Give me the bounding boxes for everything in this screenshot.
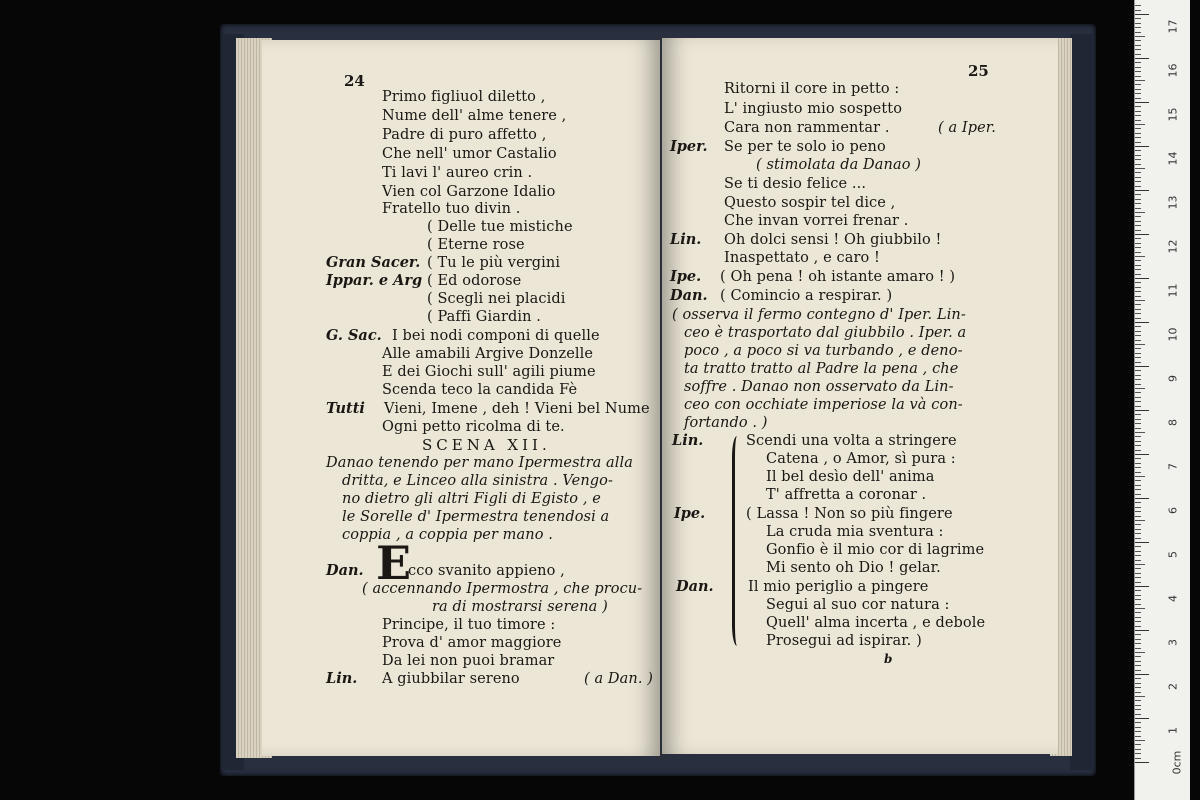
stage-direction: poco , a poco si va turbando , e deno- — [684, 343, 963, 359]
ruler-tick — [1135, 256, 1145, 257]
stage-direction: ( a Iper. — [938, 120, 996, 136]
ruler-tick — [1135, 542, 1149, 543]
ruler-tick — [1135, 687, 1141, 688]
verse-line: ( Scegli nei placidi — [427, 291, 566, 307]
ruler-tick — [1135, 450, 1141, 451]
ruler-tick — [1135, 36, 1145, 37]
ruler-tick — [1135, 282, 1141, 283]
stage-direction: dritta, e Linceo alla sinistra . Vengo- — [342, 473, 613, 489]
ruler-tick — [1135, 278, 1149, 279]
signature-mark: b — [884, 652, 893, 666]
ruler-tick — [1135, 172, 1141, 173]
ruler-tick — [1135, 582, 1141, 583]
verse-line: Ti lavi l' aureo crin . — [382, 165, 533, 181]
verse-line: L' ingiusto mio sospetto — [724, 101, 903, 117]
ruler-tick — [1135, 432, 1145, 433]
ruler-tick — [1135, 230, 1141, 231]
speaker-label: Dan. — [676, 578, 714, 595]
ruler-tick — [1135, 370, 1141, 371]
ruler-tick — [1135, 740, 1145, 741]
ruler-tick — [1135, 599, 1141, 600]
measuring-ruler — [1134, 0, 1190, 800]
ruler-tick — [1135, 318, 1141, 319]
ruler-tick — [1135, 709, 1141, 710]
ruler-tick — [1135, 208, 1141, 209]
ruler-tick — [1135, 357, 1141, 358]
ruler-number: 13 — [1166, 195, 1180, 210]
ruler-tick — [1135, 749, 1141, 750]
verse-line: ( Lassa ! Non so più fingere — [746, 506, 953, 522]
ruler-tick — [1135, 199, 1141, 200]
ruler-tick — [1135, 124, 1145, 125]
stage-direction: coppia , a coppia per mano . — [342, 527, 553, 543]
ruler-tick — [1135, 296, 1141, 297]
ruler-tick — [1135, 133, 1141, 134]
ruler-tick — [1135, 287, 1141, 288]
ruler-tick — [1135, 111, 1141, 112]
ruler-tick — [1135, 648, 1141, 649]
ruler-tick — [1135, 106, 1141, 107]
ruler-tick — [1135, 436, 1141, 437]
ruler-tick — [1135, 714, 1141, 715]
ruler-tick — [1135, 564, 1145, 565]
ruler-tick — [1135, 630, 1149, 631]
stage-direction: ( accennando Ipermostra , che procu- — [362, 581, 643, 597]
ruler-tick — [1135, 234, 1149, 235]
ruler-tick — [1135, 555, 1141, 556]
ruler-tick — [1135, 696, 1145, 697]
ruler-tick — [1135, 586, 1149, 587]
verse-line: Mi sento oh Dio ! gelar. — [766, 560, 941, 576]
verse-line: Che nell' umor Castalio — [382, 146, 557, 162]
ruler-tick — [1135, 120, 1141, 121]
ruler-tick — [1135, 406, 1141, 407]
verse-line: Ritorni il core in petto : — [724, 81, 900, 97]
right-page — [662, 38, 1058, 754]
ruler-tick — [1135, 243, 1141, 244]
verse-line: Se ti desio felice ... — [724, 176, 867, 192]
ruler-tick — [1135, 577, 1141, 578]
ruler-tick — [1135, 27, 1141, 28]
page-number: 24 — [344, 72, 365, 90]
verse-line: ( Oh pena ! oh istante amaro ! ) — [720, 269, 956, 285]
ruler-tick — [1135, 366, 1149, 367]
ruler-tick — [1135, 76, 1141, 77]
left-page — [262, 40, 660, 756]
ruler-tick — [1135, 674, 1149, 675]
ruler-tick — [1135, 485, 1141, 486]
verse-line: Nume dell' alme tenere , — [382, 108, 567, 124]
stage-direction: ta tratto tratto al Padre la pena , che — [684, 361, 959, 377]
stage-direction: fortando . ) — [684, 415, 768, 431]
ruler-tick — [1135, 428, 1141, 429]
ruler-number: 1 — [1166, 727, 1180, 734]
ruler-tick — [1135, 322, 1149, 323]
ruler-tick — [1135, 18, 1141, 19]
verse-line: Padre di puro affetto , — [382, 127, 547, 143]
ruler-tick — [1135, 186, 1141, 187]
verse-line: Scenda teco la candida Fè — [382, 382, 578, 398]
verse-line: ( Paffi Giardin . — [427, 309, 541, 325]
ruler-tick — [1135, 595, 1141, 596]
ruler-tick — [1135, 401, 1141, 402]
ruler-tick — [1135, 362, 1141, 363]
ruler-tick — [1135, 472, 1141, 473]
ruler-unit-label: 0cm — [1170, 750, 1184, 775]
ruler-tick — [1135, 467, 1141, 468]
ruler-tick — [1135, 652, 1145, 653]
verse-line: E dei Giochi sull' agili piume — [382, 364, 596, 380]
ruler-tick — [1135, 678, 1141, 679]
ruler-tick — [1135, 216, 1141, 217]
ruler-tick — [1135, 454, 1149, 455]
ruler-tick — [1135, 164, 1141, 165]
ruler-tick — [1135, 260, 1141, 261]
stage-direction: ra di mostrarsi serena ) — [432, 599, 608, 615]
ruler-tick — [1135, 32, 1141, 33]
speaker-label: Lin. — [326, 670, 358, 687]
ruler-tick — [1135, 335, 1141, 336]
stage-direction: Danao tenendo per mano Ipermestra alla — [326, 455, 634, 471]
ruler-tick — [1135, 313, 1141, 314]
verse-line: Catena , o Amor, sì pura : — [766, 451, 956, 467]
stage-direction: ceo è trasportato dal giubbilo . Iper. a — [684, 325, 967, 341]
ruler-tick — [1135, 150, 1141, 151]
ruler-tick — [1135, 353, 1141, 354]
ruler-tick — [1135, 458, 1141, 459]
verse-line: Segui al suo cor natura : — [766, 597, 950, 613]
speaker-label: Dan. — [670, 287, 708, 304]
ruler-tick — [1135, 379, 1141, 380]
ruler-tick — [1135, 93, 1141, 94]
ruler-tick — [1135, 392, 1141, 393]
ruler-tick — [1135, 634, 1141, 635]
ruler-tick — [1135, 643, 1141, 644]
ruler-tick — [1135, 274, 1141, 275]
ruler-tick — [1135, 546, 1141, 547]
stage-direction: ( osserva il fermo contegno d' Iper. Lin- — [672, 307, 966, 323]
verse-line: ( Ed odorose — [427, 273, 522, 289]
stage-direction: no dietro gli altri Figli di Egisto , e — [342, 491, 601, 507]
ruler-tick — [1135, 247, 1141, 248]
ruler-tick — [1135, 670, 1141, 671]
verse-line: Primo figliuol diletto , — [382, 89, 546, 105]
ruler-tick — [1135, 221, 1141, 222]
ruler-tick — [1135, 159, 1141, 160]
ruler-tick — [1135, 115, 1141, 116]
ruler-tick — [1135, 590, 1141, 591]
ruler-number: 9 — [1166, 375, 1180, 382]
ruler-tick — [1135, 177, 1141, 178]
verse-line: Vien col Garzone Idalio — [382, 184, 556, 200]
verse-line: A giubbilar sereno — [382, 671, 520, 687]
ruler-tick — [1135, 608, 1145, 609]
speaker-label: Ippar. e Arg — [326, 272, 423, 289]
ruler-tick — [1135, 718, 1149, 719]
ruler-tick — [1135, 14, 1149, 15]
stage-direction: le Sorelle d' Ipermestra tenendosi a — [342, 509, 610, 525]
ruler-tick — [1135, 84, 1141, 85]
ruler-tick — [1135, 573, 1141, 574]
speaker-label: Tutti — [326, 400, 365, 417]
page-number: 25 — [968, 62, 989, 80]
ruler-tick — [1135, 617, 1141, 618]
ruler-tick — [1135, 414, 1141, 415]
ruler-tick — [1135, 612, 1141, 613]
ruler-tick — [1135, 10, 1141, 11]
ruler-tick — [1135, 727, 1141, 728]
ruler-tick — [1135, 388, 1145, 389]
ruler-tick — [1135, 98, 1141, 99]
ruler-number: 17 — [1166, 19, 1180, 34]
ruler-tick — [1135, 524, 1141, 525]
ruler-tick — [1135, 304, 1141, 305]
ruler-tick — [1135, 480, 1141, 481]
ruler-tick — [1135, 397, 1141, 398]
ruler-number: 4 — [1166, 595, 1180, 602]
ruler-tick — [1135, 203, 1141, 204]
ruler-tick — [1135, 758, 1141, 759]
ruler-tick — [1135, 661, 1141, 662]
ruler-tick — [1135, 71, 1141, 72]
ruler-tick — [1135, 67, 1141, 68]
speaker-label: Dan. — [326, 562, 364, 579]
speaker-label: Lin. — [672, 432, 704, 449]
ruler-tick — [1135, 656, 1141, 657]
ruler-tick — [1135, 146, 1149, 147]
verse-line: Scendi una volta a stringere — [746, 433, 957, 449]
stage-direction: ( stimolata da Danao ) — [756, 157, 921, 173]
verse-line: Prosegui ad ispirar. ) — [766, 633, 922, 649]
verse-line: Cara non rammentar . — [724, 120, 890, 136]
ruler-tick — [1135, 516, 1141, 517]
ruler-tick — [1135, 155, 1141, 156]
ruler-tick — [1135, 348, 1141, 349]
ruler-tick — [1135, 529, 1141, 530]
ruler-number: 2 — [1166, 683, 1180, 690]
ruler-tick — [1135, 744, 1141, 745]
ruler-tick — [1135, 700, 1141, 701]
ruler-tick — [1135, 423, 1141, 424]
ruler-tick — [1135, 45, 1141, 46]
ruler-number: 8 — [1166, 419, 1180, 426]
verse-line: ( Comincio a respirar. ) — [720, 288, 893, 304]
ruler-number: 3 — [1166, 639, 1180, 646]
ruler-tick — [1135, 58, 1149, 59]
ruler-tick — [1135, 489, 1141, 490]
ruler-tick — [1135, 142, 1141, 143]
ruler-number: 5 — [1166, 551, 1180, 558]
cover-right-edge — [1070, 34, 1092, 770]
ruler-tick — [1135, 265, 1141, 266]
ruler-tick — [1135, 736, 1141, 737]
verse-line: ( Tu le più vergini — [427, 255, 561, 271]
ruler-tick — [1135, 626, 1141, 627]
verse-line: Se per te solo io peno — [724, 139, 886, 155]
ruler-tick — [1135, 89, 1141, 90]
ruler-tick — [1135, 419, 1141, 420]
verse-line: La cruda mia sventura : — [766, 524, 944, 540]
ruler-tick — [1135, 753, 1141, 754]
ruler-tick — [1135, 560, 1141, 561]
ruler-tick — [1135, 181, 1141, 182]
ruler-number: 7 — [1166, 463, 1180, 470]
speaker-label: Lin. — [670, 231, 702, 248]
verse-line: Il bel desìo dell' anima — [766, 469, 935, 485]
speaker-label: Iper. — [670, 138, 708, 155]
ruler-number: 10 — [1166, 327, 1180, 342]
ruler-tick — [1135, 102, 1149, 103]
verse-line: Questo sospir tel dice , — [724, 195, 896, 211]
ruler-tick — [1135, 604, 1141, 605]
ruler-tick — [1135, 410, 1149, 411]
ruler-tick — [1135, 705, 1141, 706]
verse-line: Oh dolci sensi ! Oh giubbilo ! — [724, 232, 942, 248]
verse-line: Gonfio è il mio cor di lagrime — [766, 542, 985, 558]
ruler-tick — [1135, 722, 1141, 723]
verse-line: Principe, il tuo timore : — [382, 617, 556, 633]
verse-line: Fratello tuo divin . — [382, 201, 521, 217]
drop-cap: E — [376, 536, 412, 590]
verse-line: ( Delle tue mistiche — [427, 219, 573, 235]
ruler-tick — [1135, 621, 1141, 622]
ruler-tick — [1135, 326, 1141, 327]
ruler-tick — [1135, 40, 1141, 41]
verse-line: Che invan vorrei frenar . — [724, 213, 909, 229]
ruler-number: 16 — [1166, 63, 1180, 78]
ruler-tick — [1135, 665, 1141, 666]
ruler-tick — [1135, 137, 1141, 138]
ruler-tick — [1135, 49, 1141, 50]
ruler-tick — [1135, 568, 1141, 569]
speaker-label: G. Sac. — [326, 327, 382, 344]
verse-line: Quell' alma incerta , e debole — [766, 615, 986, 631]
ruler-tick — [1135, 463, 1141, 464]
ruler-tick — [1135, 340, 1141, 341]
ruler-tick — [1135, 62, 1141, 63]
ruler-tick — [1135, 511, 1141, 512]
ruler-number: 11 — [1166, 283, 1180, 298]
ruler-tick — [1135, 762, 1149, 763]
stage-direction: ( a Dan. ) — [584, 671, 654, 687]
ruler-tick — [1135, 252, 1141, 253]
ruler-tick — [1135, 194, 1141, 195]
ruler-tick — [1135, 683, 1141, 684]
stage-direction: soffre . Danao non osservato da Lin- — [684, 379, 954, 395]
verse-line: ( Eterne rose — [427, 237, 525, 253]
ruler-number: 6 — [1166, 507, 1180, 514]
ruler-tick — [1135, 502, 1141, 503]
verse-brace — [732, 436, 742, 646]
ruler-tick — [1135, 80, 1145, 81]
ruler-tick — [1135, 520, 1145, 521]
ruler-tick — [1135, 507, 1141, 508]
ruler-number: 15 — [1166, 107, 1180, 122]
ruler-tick — [1135, 300, 1145, 301]
ruler-tick — [1135, 533, 1141, 534]
ruler-tick — [1135, 5, 1141, 6]
ruler-tick — [1135, 309, 1141, 310]
ruler-tick — [1135, 190, 1149, 191]
ruler-tick — [1135, 639, 1141, 640]
ruler-tick — [1135, 291, 1141, 292]
speaker-label: Gran Sacer. — [326, 254, 421, 271]
ruler-tick — [1135, 498, 1149, 499]
verse-line: Vieni, Imene , deh ! Vieni bel Nume — [384, 401, 650, 417]
ruler-tick — [1135, 375, 1141, 376]
ruler-tick — [1135, 494, 1141, 495]
ruler-tick — [1135, 269, 1141, 270]
verse-line: Ogni petto ricolma di te. — [382, 419, 565, 435]
ruler-tick — [1135, 238, 1141, 239]
verse-line: T' affretta a coronar . — [766, 487, 927, 503]
ruler-tick — [1135, 731, 1141, 732]
verse-line: Il mio periglio a pingere — [748, 579, 929, 595]
verse-line: Inaspettato , e caro ! — [724, 250, 880, 266]
ruler-tick — [1135, 538, 1141, 539]
ruler-tick — [1135, 168, 1145, 169]
ruler-tick — [1135, 212, 1145, 213]
ruler-tick — [1135, 54, 1141, 55]
verse-line: I bei nodi componi di quelle — [392, 328, 600, 344]
ruler-tick — [1135, 384, 1141, 385]
verse-line: Prova d' amor maggiore — [382, 635, 562, 651]
verse-line: Da lei non puoi bramar — [382, 653, 555, 669]
ruler-tick — [1135, 441, 1141, 442]
scene-heading: SCENA XII. — [422, 436, 551, 454]
ruler-tick — [1135, 344, 1145, 345]
verse-line: cco svanito appieno , — [408, 563, 565, 579]
ruler-tick — [1135, 476, 1145, 477]
ruler-tick — [1135, 331, 1141, 332]
ruler-tick — [1135, 128, 1141, 129]
speaker-label: Ipe. — [674, 505, 706, 522]
ruler-number: 14 — [1166, 151, 1180, 166]
ruler-tick — [1135, 23, 1141, 24]
ruler-tick — [1135, 225, 1141, 226]
speaker-label: Ipe. — [670, 268, 702, 285]
ruler-tick — [1135, 445, 1141, 446]
ruler-number: 12 — [1166, 239, 1180, 254]
ruler-tick — [1135, 692, 1141, 693]
ruler-tick — [1135, 551, 1141, 552]
verse-line: Alle amabili Argive Donzelle — [382, 346, 594, 362]
stage-direction: ceo con occhiate imperiose la và con- — [684, 397, 963, 413]
